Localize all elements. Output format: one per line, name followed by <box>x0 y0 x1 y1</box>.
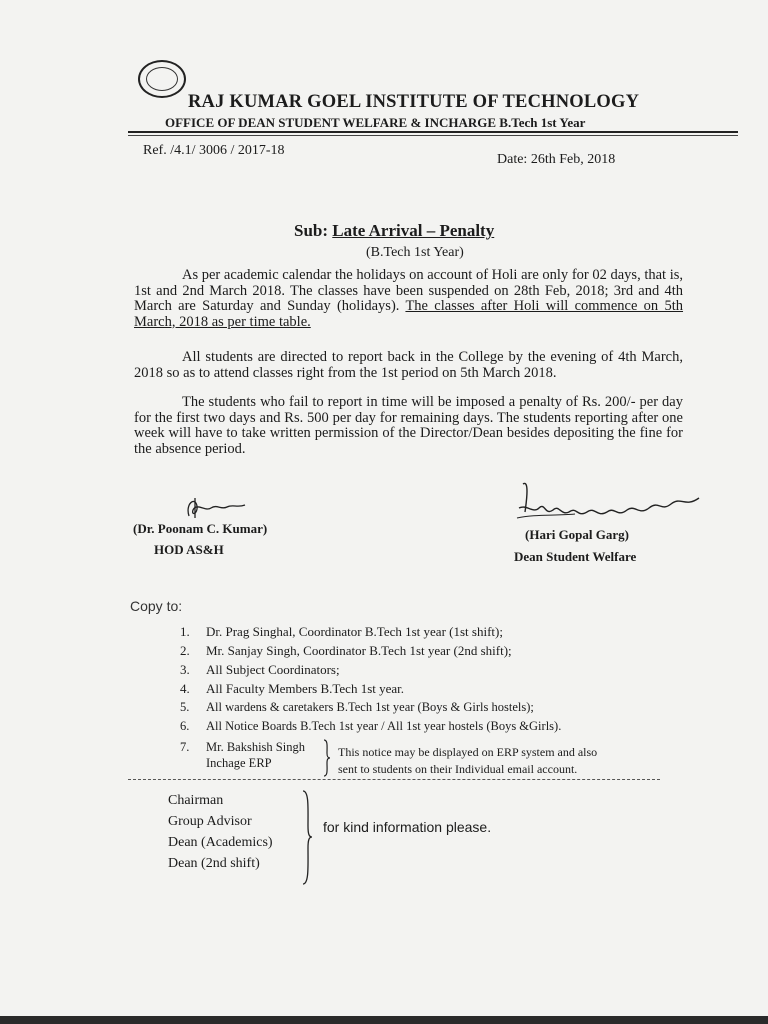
information-note: for kind information please. <box>323 819 492 835</box>
subject-prefix: Sub: <box>294 221 329 240</box>
reference-number: Ref. /4.1/ 3006 / 2017-18 <box>143 143 285 158</box>
right-signatory-title: Dean Student Welfare <box>514 549 637 564</box>
notice-date: Date: 26th Feb, 2018 <box>497 152 616 167</box>
scan-edge <box>0 1016 768 1024</box>
list-item-erp: 7. Mr. Bakshish Singh Inchage ERP <box>180 740 305 770</box>
copy-list <box>180 622 561 736</box>
right-signatory-name: (Hari Gopal Garg) <box>525 527 629 542</box>
recipient-dean-academics: Dean (Academics) <box>168 835 273 850</box>
paragraph-penalty: The students who fail to report in time will be imposed a penalty of Rs. 200/- per day for the first two days and Rs. 500 per day for remaining days. The students reporting after one week will have to take written permission of the Director/Dean besides depositing the fine for the absence period. <box>134 394 683 457</box>
list-item: 2. Mr. Sanjay Singh, Coordinator B.Tech 1st year (2nd shift); <box>180 643 512 658</box>
institute-name: RAJ KUMAR GOEL INSTITUTE OF TECHNOLOGY <box>188 92 640 112</box>
dashed-divider <box>128 779 660 780</box>
paragraph-holidays-underlined: The classes after Holi will commence on 5th March, 2018 as per time table. <box>134 298 684 330</box>
erp-contact-name: Mr. Bakshish Singh <box>206 740 305 754</box>
paragraph-holidays <box>134 268 683 330</box>
list-item: 5. All wardens & caretakers B.Tech 1st year (Boys & Girls hostels); <box>180 700 534 714</box>
subject-title: Late Arrival – Penalty <box>332 221 495 240</box>
subject-line <box>294 221 494 241</box>
list-item: 3. All Subject Coordinators; <box>180 662 340 677</box>
list-item: 6. All Notice Boards B.Tech 1st year / All 1st year hostels (Boys &Girls). <box>180 719 562 733</box>
institute-logo-icon <box>138 60 186 98</box>
paragraph-report-back: All students are directed to report back in the College by the evening of 4th March, 2018 so as to attend classes right from the 1st period on 5th March 2018. <box>134 349 683 381</box>
list-item: 4. All Faculty Members B.Tech 1st year. <box>180 681 405 696</box>
erp-note: This notice may be displayed on ERP system and also sent to students on their Individual email account. <box>338 745 598 776</box>
recipient-group-advisor: Group Advisor <box>168 814 252 829</box>
signature-right-icon <box>515 478 710 526</box>
left-signatory-name: (Dr. Poonam C. Kumar) <box>133 521 268 536</box>
subject-subtitle: (B.Tech 1st Year) <box>366 245 464 260</box>
header-rule-thin <box>128 135 738 136</box>
brace-icon <box>322 739 332 777</box>
office-name: OFFICE OF DEAN STUDENT WELFARE & INCHARGE B.Tech 1st Year <box>165 115 586 130</box>
copy-to-label: Copy to: <box>130 598 183 614</box>
left-signatory-title: HOD AS&H <box>154 542 224 557</box>
erp-contact-role: Inchage ERP <box>206 756 272 770</box>
recipients-list <box>168 790 273 874</box>
recipient-chairman: Chairman <box>168 793 224 808</box>
brace-large-icon <box>300 790 314 885</box>
recipient-dean-2nd-shift: Dean (2nd shift) <box>168 856 260 871</box>
list-item: 1. Dr. Prag Singhal, Coordinator B.Tech 1st year (1st shift); <box>180 624 503 639</box>
header-rule <box>128 131 738 133</box>
paragraph-holidays-text: As per academic calendar the holidays on account of Holi are only for 02 days, that is, 1st and 2nd March 2018. The classes have been suspended on 28th Feb, 2018; 3rd and 4th March are Saturday and Sunday (holidays). <box>134 267 683 314</box>
signature-left-icon <box>183 494 253 522</box>
